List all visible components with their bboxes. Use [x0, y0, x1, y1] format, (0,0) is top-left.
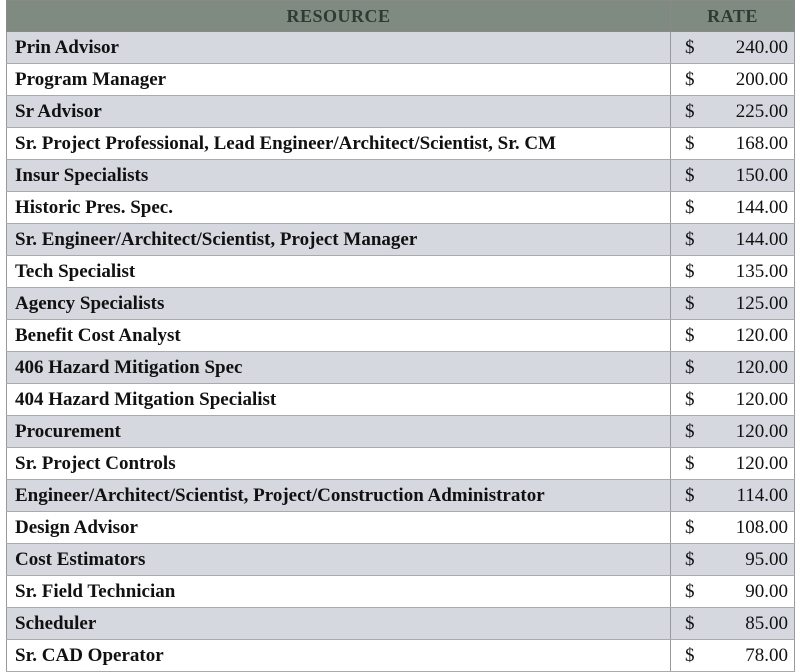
rate-cell: 85.00: [705, 608, 795, 640]
currency-cell: $: [671, 480, 705, 512]
currency-cell: $: [671, 256, 705, 288]
table-row: [7, 288, 795, 320]
rate-cell: 120.00: [705, 416, 795, 448]
resource-cell: Benefit Cost Analyst: [7, 320, 671, 352]
resource-column-header: RESOURCE: [7, 1, 671, 32]
table-row: [7, 192, 795, 224]
currency-cell: $: [671, 448, 705, 480]
currency-cell: $: [671, 128, 705, 160]
currency-cell: $: [671, 64, 705, 96]
table-row: [7, 608, 795, 640]
table-row: [7, 224, 795, 256]
table-row: [7, 128, 795, 160]
currency-cell: $: [671, 224, 705, 256]
table-row: [7, 448, 795, 480]
table-row: [7, 96, 795, 128]
table-row: [7, 640, 795, 672]
rate-cell: 144.00: [705, 192, 795, 224]
currency-cell: $: [671, 96, 705, 128]
resource-cell: Prin Advisor: [7, 32, 671, 64]
table-row: [7, 320, 795, 352]
table-row: [7, 64, 795, 96]
currency-cell: $: [671, 576, 705, 608]
rate-cell: 120.00: [705, 352, 795, 384]
resource-cell: Sr. Project Professional, Lead Engineer/Architect/Scientist, Sr. CM: [7, 128, 671, 160]
resource-cell: Program Manager: [7, 64, 671, 96]
table-row: [7, 544, 795, 576]
rate-cell: 225.00: [705, 96, 795, 128]
table-body: [7, 32, 795, 672]
resource-cell: 406 Hazard Mitigation Spec: [7, 352, 671, 384]
currency-cell: $: [671, 384, 705, 416]
currency-cell: $: [671, 416, 705, 448]
table-row: [7, 32, 795, 64]
rate-cell: 120.00: [705, 320, 795, 352]
resource-cell: Design Advisor: [7, 512, 671, 544]
currency-cell: $: [671, 288, 705, 320]
resource-cell: Cost Estimators: [7, 544, 671, 576]
rate-cell: 114.00: [705, 480, 795, 512]
currency-cell: $: [671, 32, 705, 64]
resource-cell: Historic Pres. Spec.: [7, 192, 671, 224]
resource-cell: Agency Specialists: [7, 288, 671, 320]
resource-cell: Engineer/Architect/Scientist, Project/Construction Administrator: [7, 480, 671, 512]
resource-cell: Sr. Field Technician: [7, 576, 671, 608]
table-row: [7, 480, 795, 512]
rate-cell: 78.00: [705, 640, 795, 672]
rate-cell: 240.00: [705, 32, 795, 64]
rate-cell: 120.00: [705, 448, 795, 480]
rate-cell: 168.00: [705, 128, 795, 160]
table-row: [7, 352, 795, 384]
rate-cell: 144.00: [705, 224, 795, 256]
rate-cell: 108.00: [705, 512, 795, 544]
table-row: [7, 384, 795, 416]
rate-cell: 150.00: [705, 160, 795, 192]
table-row: [7, 256, 795, 288]
rate-cell: 95.00: [705, 544, 795, 576]
resource-cell: Sr. CAD Operator: [7, 640, 671, 672]
currency-cell: $: [671, 640, 705, 672]
rate-cell: 135.00: [705, 256, 795, 288]
currency-cell: $: [671, 320, 705, 352]
rate-cell: 120.00: [705, 384, 795, 416]
table-row: [7, 576, 795, 608]
rate-cell: 90.00: [705, 576, 795, 608]
table-row: [7, 416, 795, 448]
resource-cell: Procurement: [7, 416, 671, 448]
currency-cell: $: [671, 512, 705, 544]
rate-table: [6, 0, 795, 672]
currency-cell: $: [671, 160, 705, 192]
currency-cell: $: [671, 544, 705, 576]
currency-cell: $: [671, 192, 705, 224]
rate-cell: 200.00: [705, 64, 795, 96]
resource-cell: Scheduler: [7, 608, 671, 640]
resource-cell: Insur Specialists: [7, 160, 671, 192]
resource-cell: 404 Hazard Mitgation Specialist: [7, 384, 671, 416]
resource-cell: Sr. Engineer/Architect/Scientist, Project Manager: [7, 224, 671, 256]
resource-cell: Tech Specialist: [7, 256, 671, 288]
header-row: [7, 1, 795, 32]
table-row: [7, 512, 795, 544]
rate-cell: 125.00: [705, 288, 795, 320]
currency-cell: $: [671, 352, 705, 384]
table-row: [7, 160, 795, 192]
resource-cell: Sr. Project Controls: [7, 448, 671, 480]
resource-cell: Sr Advisor: [7, 96, 671, 128]
rate-column-header: RATE: [671, 1, 795, 32]
currency-cell: $: [671, 608, 705, 640]
